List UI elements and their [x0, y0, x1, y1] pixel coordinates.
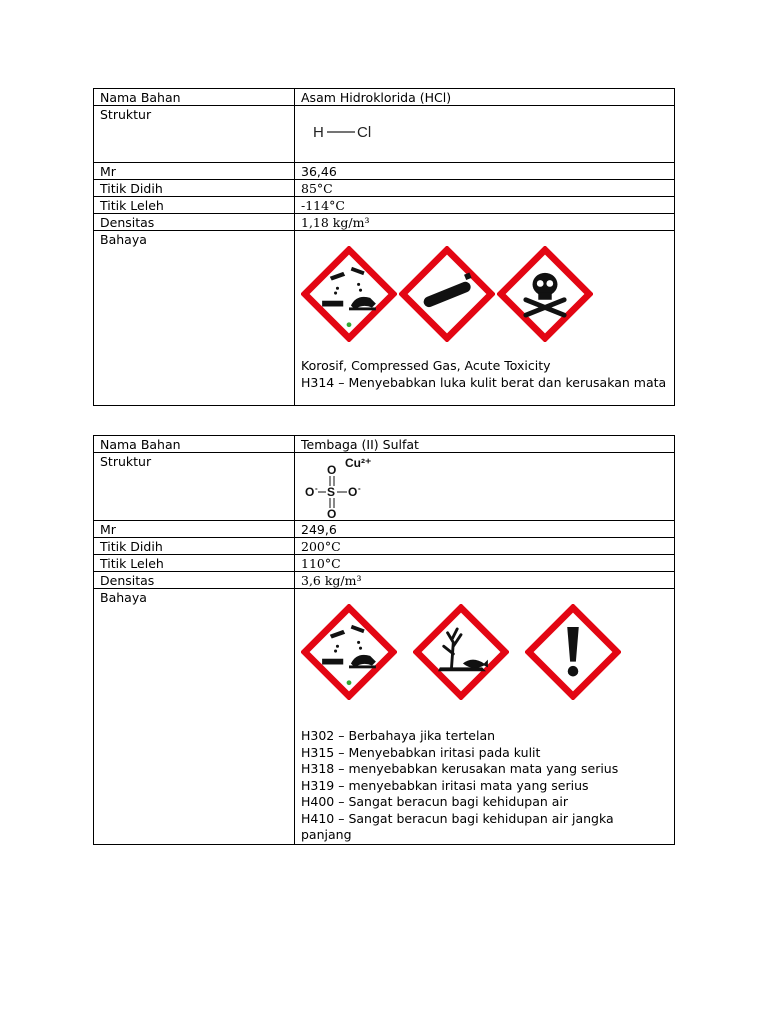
corrosion-pictogram [301, 246, 397, 342]
hazard-label: Bahaya [94, 589, 295, 845]
atom-h: H [313, 124, 324, 141]
density-label: Densitas [94, 214, 295, 231]
cuso4-structure-diagram [301, 454, 391, 520]
pictogram-row [301, 246, 668, 342]
hazard-line: Korosif, Compressed Gas, Acute Toxicity [301, 358, 551, 373]
hazard-line: H314 – Menyebabkan luka kulit berat dan kerusakan mata [301, 374, 667, 390]
hcl-structure-diagram [301, 107, 381, 147]
structure-cell [295, 106, 675, 163]
hazard-line: H319 – menyebabkan iritasi mata yang serius [301, 777, 589, 793]
atom-o-left: O [305, 485, 315, 499]
hazard-line: H400 – Sangat beracun bagi kehidupan air [301, 794, 569, 809]
charge-right: - [358, 484, 361, 493]
melting-label: Titik Leleh [94, 555, 295, 572]
melting-value: -114°C [295, 197, 675, 214]
structure-label: Struktur [94, 106, 295, 163]
melting-label: Titik Leleh [94, 197, 295, 214]
mr-label: Mr [94, 521, 295, 538]
corrosion-pictogram [301, 604, 397, 700]
hazard-line: H318 – menyebabkan kerusakan mata yang serius [301, 761, 619, 776]
density-value: 1,18 kg/m³ [295, 214, 675, 231]
boiling-value: 200°C [295, 538, 675, 555]
atom-o-top: O [327, 463, 337, 477]
name-value: Tembaga (II) Sulfat [295, 436, 675, 453]
gas-cylinder-pictogram [399, 246, 495, 342]
boiling-value: 85°C [295, 180, 675, 197]
exclamation-pictogram [525, 604, 621, 700]
hazard-label: Bahaya [94, 231, 295, 406]
melting-value: 110°C [295, 555, 675, 572]
hazard-cell [295, 589, 675, 845]
structure-cell [295, 453, 675, 521]
hazard-line: H410 – Sangat beracun bagi kehidupan air jangka panjang [301, 810, 614, 842]
hazard-line: H315 – Menyebabkan iritasi pada kulit [301, 744, 541, 760]
mr-value: 249,6 [295, 521, 675, 538]
atom-cl: Cl [357, 124, 372, 141]
skull-crossbones-pictogram [497, 246, 593, 342]
atom-s: S [327, 485, 336, 499]
atom-o-bottom: O [327, 507, 337, 520]
mr-label: Mr [94, 163, 295, 180]
name-value: Asam Hidroklorida (HCl) [295, 89, 675, 106]
pictogram-row [301, 604, 668, 700]
chemical-table-hcl [93, 88, 675, 406]
density-value: 3,6 kg/m³ [295, 572, 675, 589]
structure-label: Struktur [94, 453, 295, 521]
boiling-label: Titik Didih [94, 180, 295, 197]
charge-left: - [315, 484, 318, 493]
hazard-cell [295, 231, 675, 406]
boiling-label: Titik Didih [94, 538, 295, 555]
mr-value: 36,46 [295, 163, 675, 180]
name-label: Nama Bahan [94, 436, 295, 453]
hazard-line: H302 – Berbahaya jika tertelan [301, 728, 496, 743]
atom-cu: Cu²⁺ [345, 456, 372, 470]
chemical-table-copper-sulfate [93, 435, 675, 845]
atom-o-right: O [348, 485, 358, 499]
name-label: Nama Bahan [94, 89, 295, 106]
density-label: Densitas [94, 572, 295, 589]
environment-pictogram [413, 604, 509, 700]
